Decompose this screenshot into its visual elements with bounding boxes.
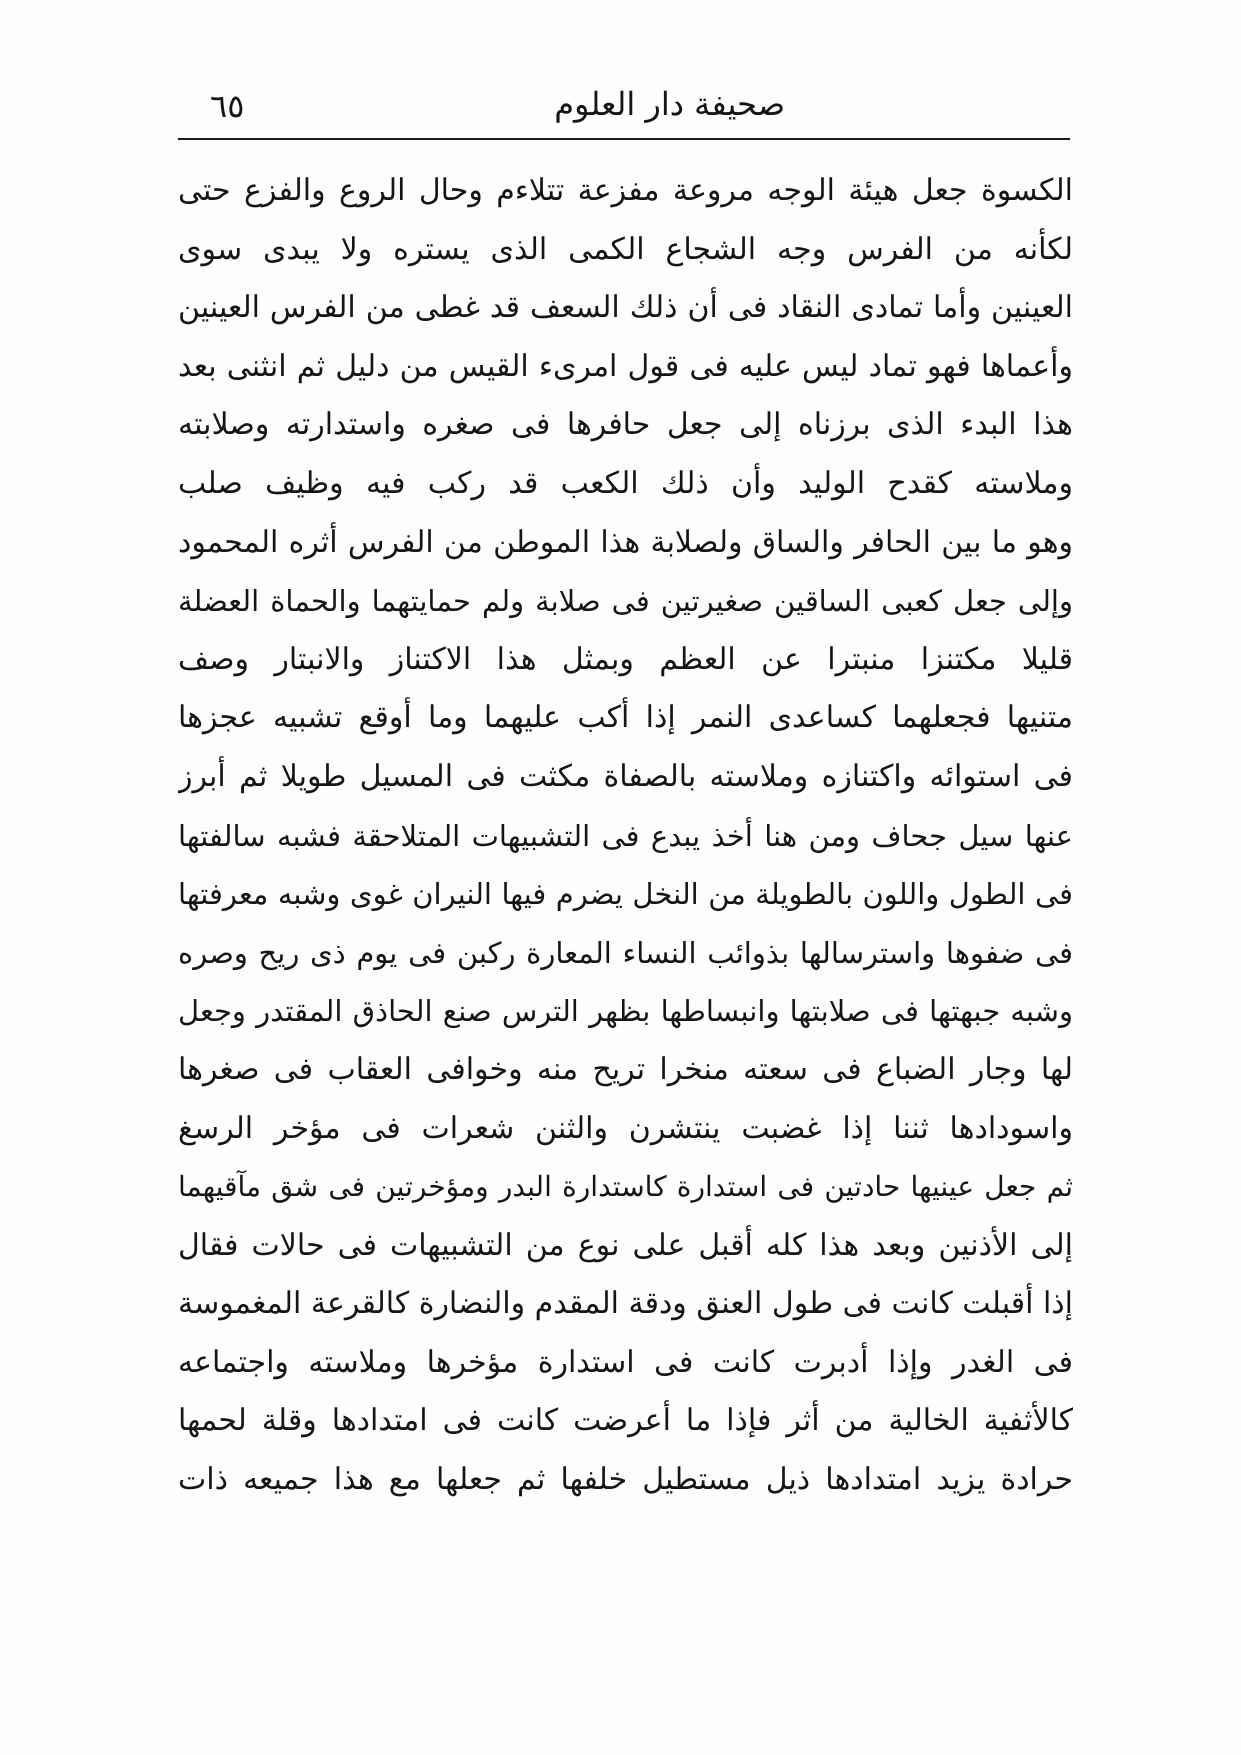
text-line: فى استوائه واكتنازه وملاسته بالصفاة مكثت فى المسيل طويلا ثم أبرز (178, 758, 1073, 794)
text-line: العينين وأما تمادى النقاد فى أن ذلك السعف قد غطى من الفرس العينين (178, 290, 1073, 326)
journal-title: صحيفة دار العلوم (554, 85, 785, 123)
text-line: وشبه جبهتها فى صلابتها وانبساطها بظهر الترس صنع الحاذق المقتدر وجعل (178, 994, 1073, 1029)
text-line: الكسوة جعل هيئة الوجه مروعة مفزعة تتلاءم وحال الروع والفزع حتى (178, 173, 1073, 208)
text-line: عنها سيل جحاف ومن هنا أخذ يبدع فى التشبيهات المتلاحقة فشبه سالفتها (178, 818, 1073, 853)
text-line: وملاسته كقدح الوليد وأن ذلك الكعب قد ركب فيه وظيف صلب (178, 465, 1073, 501)
page-number: ٦٥ (210, 87, 245, 125)
header-rule (178, 138, 1070, 140)
text-line: إلى الأذنين وبعد هذا كله أقبل على نوع من التشبيهات فى حالات فقال (178, 1227, 1073, 1263)
text-line: متنيها فجعلهما كساعدى النمر إذا أكب عليهما وما أوقع تشبيه عجزها (178, 700, 1073, 736)
text-line: قليلا مكتنزا منبترا عن العظم وبمثل هذا الاكتناز والانبتار وصف (178, 641, 1073, 677)
text-line: لها وجار الضباع فى سعته منخرا تريح منه وخوافى العقاب فى صغرها (178, 1051, 1073, 1087)
text-line: هذا البدء الذى برزناه إلى جعل حافرها فى صغره واستدارته وصلابته (178, 407, 1073, 443)
text-line: فى الغدر وإذا أدبرت كانت فى استدارة مؤخرها وملاسته واجتماعه (178, 1344, 1073, 1380)
text-line: فى الطول واللون بالطويلة من النخل يضرم فيها النيران غوى وشبه معرفتها (178, 877, 1073, 912)
text-line: وأعماها فهو تماد ليس عليه فى قول امرىء القيس من دليل ثم انثنى بعد (178, 348, 1073, 384)
text-line: واسودادها ثننا إذا غضبت ينتشرن والثنن شعرات فى مؤخر الرسغ (178, 1110, 1073, 1146)
text-line: ثم جعل عينيها حادتين فى استدارة كاستدارة البدر ومؤخرتين فى شق مآقيهما (178, 1170, 1073, 1204)
text-line: إذا أقبلت كانت فى طول العنق ودقة المقدم والنضارة كالقرعة المغموسة (178, 1286, 1073, 1322)
text-line: وهو ما بين الحافر والساق ولصلابة هذا الموطن من الفرس أثره المحمود (178, 524, 1073, 560)
text-line: وإلى جعل كعبى الساقين صغيرتين فى صلابة ولم حمايتهما والحماة العضلة (178, 584, 1073, 619)
text-line: لكأنه من الفرس وجه الشجاع الكمى الذى يستره ولا يبدى سوى (178, 231, 1073, 267)
running-header (180, 78, 1080, 138)
text-line: كالأثفية الخالية من أثر فإذا ما أعرضت كانت فى امتدادها وقلة لحمها (178, 1403, 1073, 1439)
body-text (178, 162, 1073, 1510)
text-line: فى ضفوها واسترسالها بذوائب النساء المعارة ركبن فى يوم ذى ريح وصره (178, 935, 1073, 970)
text-line: حرادة يزيد امتدادها ذيل مستطيل خلفها ثم جعلها مع هذا جميعه ذات (178, 1462, 1073, 1498)
